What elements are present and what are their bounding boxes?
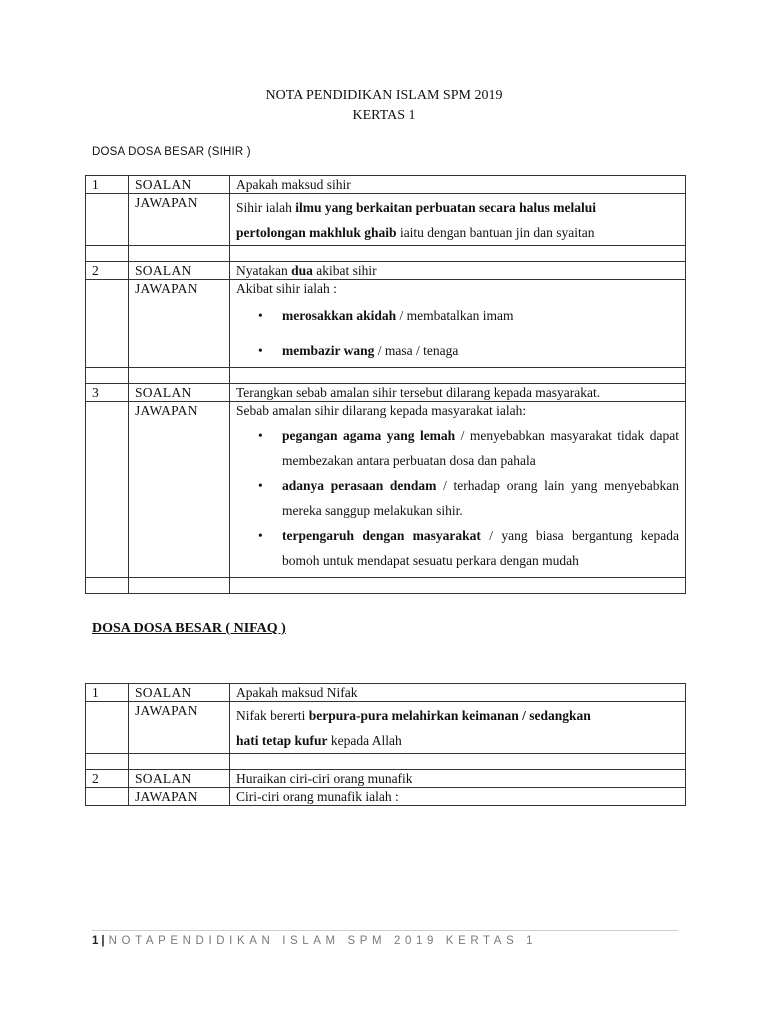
soalan-label: SOALAN — [129, 384, 230, 402]
table-row — [86, 770, 686, 788]
question-number: 3 — [86, 384, 129, 402]
answer-cell — [230, 702, 686, 754]
bullet-icon: • — [258, 343, 263, 358]
question-text: Apakah maksud sihir — [230, 176, 686, 194]
question-number: 2 — [86, 770, 129, 788]
footer-separator: | — [101, 935, 105, 947]
question-number: 2 — [86, 262, 129, 280]
page-footer — [92, 935, 537, 947]
answer-text: iaitu dengan bantuan jin dan syaitan — [396, 225, 595, 240]
soalan-label: SOALAN — [129, 176, 230, 194]
table-row — [86, 578, 686, 594]
page-subtitle: KERTAS 1 — [352, 108, 416, 123]
answer-intro: Akibat sihir ialah : — [236, 281, 337, 296]
jawapan-label: JAWAPAN — [129, 402, 230, 578]
jawapan-label: JAWAPAN — [129, 788, 230, 806]
answer-text: kepada Allah — [327, 733, 402, 748]
table-row — [86, 262, 686, 280]
soalan-label: SOALAN — [129, 684, 230, 702]
answer-cell — [230, 402, 686, 578]
list-item: • adanya perasaan dendam / terhadap orang lain yang menyebabkan mereka sanggup melakukan sihir. — [282, 473, 679, 523]
question-number: 1 — [86, 176, 129, 194]
table-row — [86, 402, 686, 578]
table-row — [86, 368, 686, 384]
bullet-icon: • — [258, 308, 263, 323]
bullet-icon: • — [258, 528, 263, 543]
page-number: 1 — [92, 935, 99, 947]
footer-divider — [92, 930, 678, 931]
answer-cell — [230, 280, 686, 368]
soalan-label: SOALAN — [129, 770, 230, 788]
table-row — [86, 194, 686, 246]
answer-text: Ciri-ciri orang munafik ialah : — [230, 788, 686, 806]
table-row — [86, 384, 686, 402]
table-row — [86, 246, 686, 262]
jawapan-label: JAWAPAN — [129, 194, 230, 246]
sihir-table — [85, 175, 686, 594]
list-item: • membazir wang / masa / tenaga — [282, 338, 679, 363]
jawapan-label: JAWAPAN — [129, 280, 230, 368]
nifaq-table — [85, 683, 686, 806]
table-row — [86, 176, 686, 194]
soalan-label: SOALAN — [129, 262, 230, 280]
answer-text: Sihir ialah — [236, 200, 296, 215]
page-title: NOTA PENDIDIKAN ISLAM SPM 2019 — [265, 88, 503, 103]
question-text: Terangkan sebab amalan sihir tersebut dilarang kepada masyarakat. — [230, 384, 686, 402]
table-row — [86, 684, 686, 702]
question-number: 1 — [86, 684, 129, 702]
table-row — [86, 280, 686, 368]
question-text: Apakah maksud Nifak — [230, 684, 686, 702]
answer-intro: Sebab amalan sihir dilarang kepada masyarakat ialah: — [236, 403, 527, 418]
answer-bold: ilmu yang berkaitan perbuatan secara halus melalui — [295, 200, 597, 215]
section-heading-nifaq: DOSA DOSA BESAR ( NIFAQ ) — [92, 621, 286, 636]
table-row — [86, 702, 686, 754]
footer-text: NOTAPENDIDIKAN ISLAM SPM 2019 KERTAS 1 — [108, 935, 538, 947]
answer-bold: pertolongan makhluk ghaib — [236, 225, 397, 240]
section-heading-sihir: DOSA DOSA BESAR (SIHIR ) — [92, 146, 251, 158]
question-text: Huraikan ciri-ciri orang munafik — [230, 770, 686, 788]
table-row — [86, 754, 686, 770]
answer-text: Nifak bererti — [236, 708, 309, 723]
list-item: • merosakkan akidah / membatalkan imam — [282, 303, 679, 328]
jawapan-label: JAWAPAN — [129, 702, 230, 754]
answer-bold: berpura-pura melahirkan keimanan / sedangkan — [308, 708, 591, 723]
question-text: Nyatakan dua akibat sihir — [230, 262, 686, 280]
answer-bold: hati tetap kufur — [236, 733, 328, 748]
list-item: • terpengaruh dengan masyarakat / yang biasa bergantung kepada bomoh untuk mendapat sesuatu perkara dengan mudah — [282, 523, 679, 573]
list-item: • pegangan agama yang lemah / menyebabkan masyarakat tidak dapat membezakan antara perbuatan dosa dan pahala — [282, 423, 679, 473]
answer-cell — [230, 194, 686, 246]
table-row — [86, 788, 686, 806]
bullet-icon: • — [258, 428, 263, 443]
bullet-icon: • — [258, 478, 263, 493]
